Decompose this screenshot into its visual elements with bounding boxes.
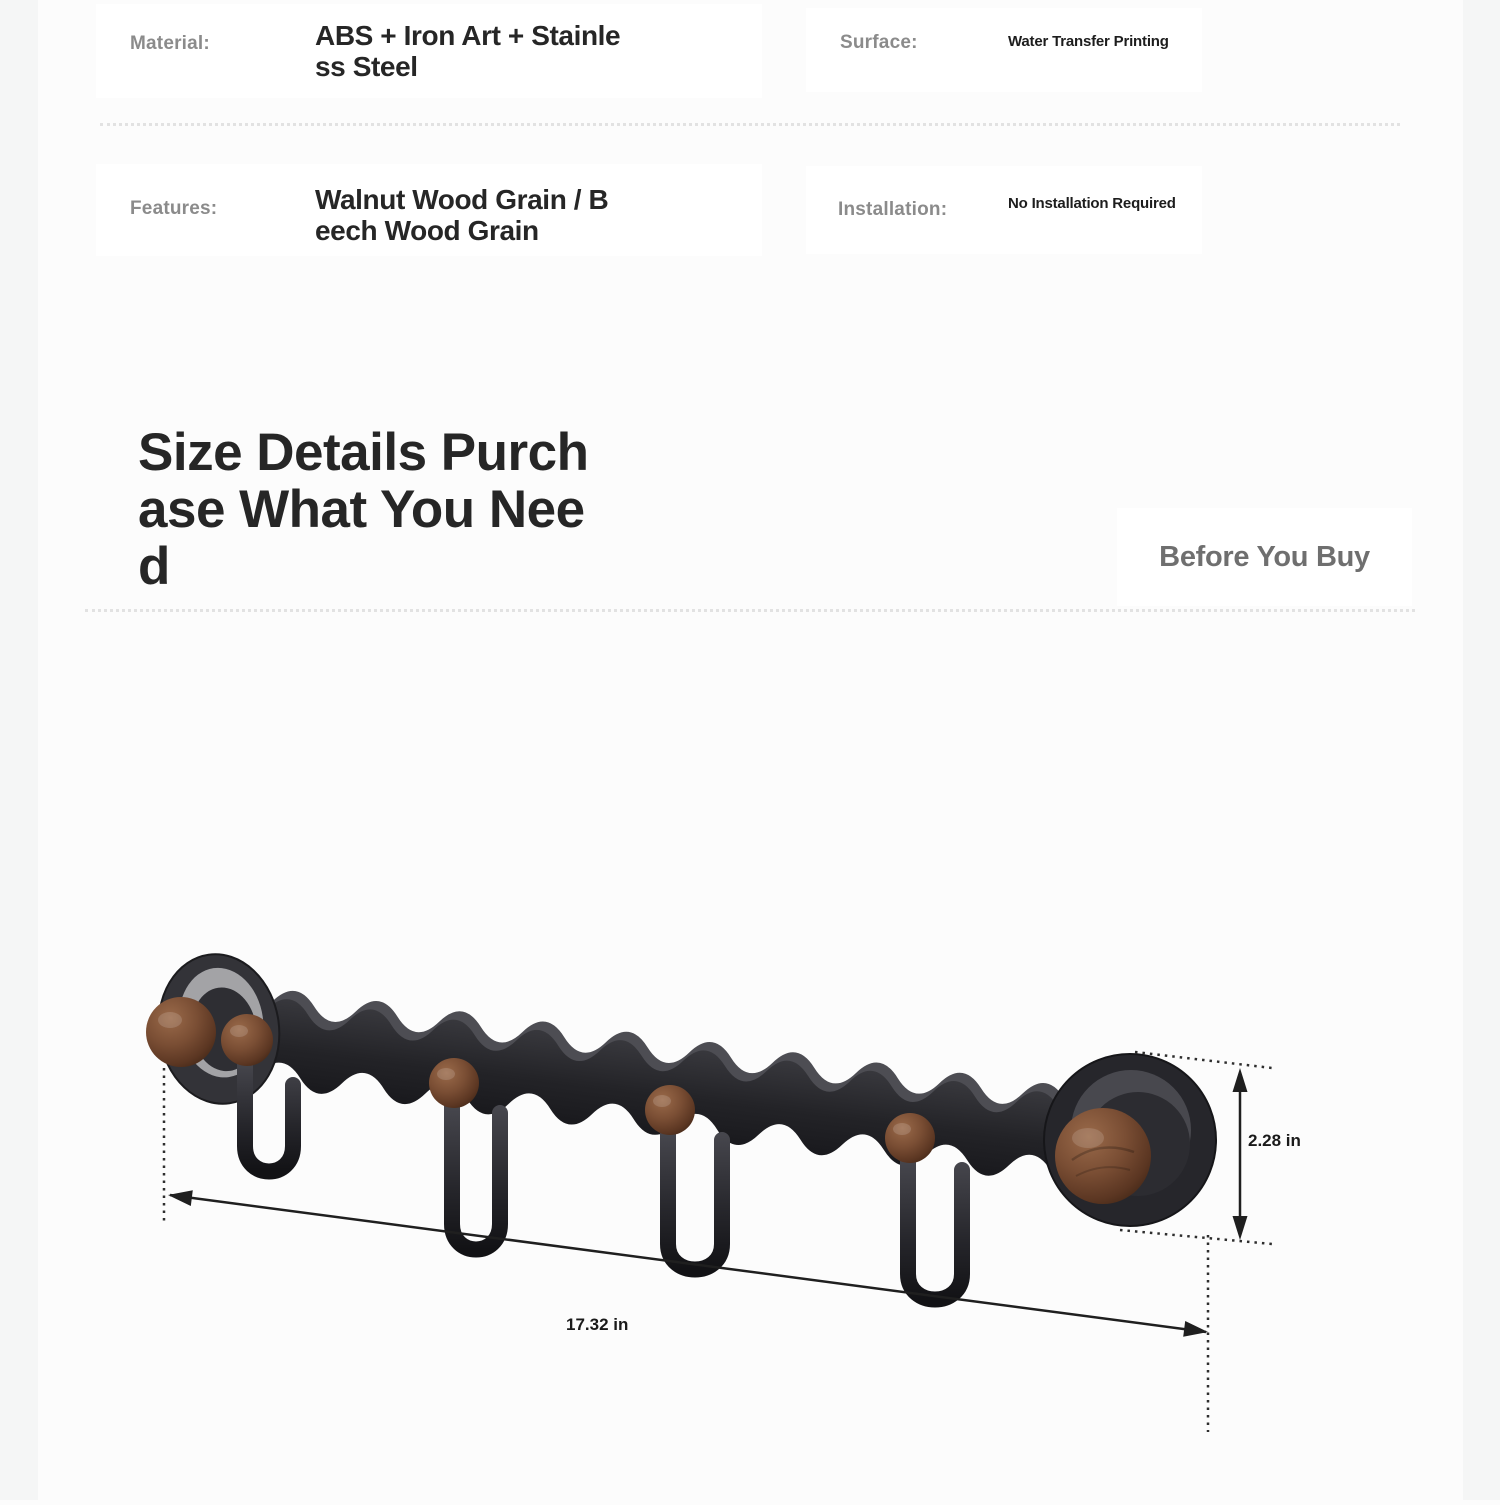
features-value: Walnut Wood Grain / Beech Wood Grain [315,184,609,246]
right-mount-plate [1044,1054,1216,1226]
wood-knob-right [1055,1108,1151,1204]
before-you-buy-note: Before You Buy [1117,508,1412,606]
hook-rack-diagram [0,880,1500,1500]
hook-3 [668,1125,722,1270]
material-label: Material: [130,33,210,54]
height-dimension-label: 2.28 in [1248,1131,1301,1150]
surface-label: Surface: [840,32,918,53]
divider-middle [85,609,1415,612]
product-diagram [0,880,1500,1500]
width-dimension-label: 17.32 in [566,1315,629,1334]
installation-value: No Installation Required [1008,195,1176,212]
material-value: ABS + Iron Art + Stainless Steel [315,20,621,82]
features-label: Features: [130,198,218,219]
wood-knob-left [146,997,216,1067]
section-title: Size Details Purchase What You Need [138,423,589,596]
divider-top [100,123,1400,126]
hook-4 [908,1152,962,1300]
hook-2 [452,1098,500,1250]
installation-label: Installation: [838,199,948,220]
surface-value: Water Transfer Printing [1008,33,1169,50]
